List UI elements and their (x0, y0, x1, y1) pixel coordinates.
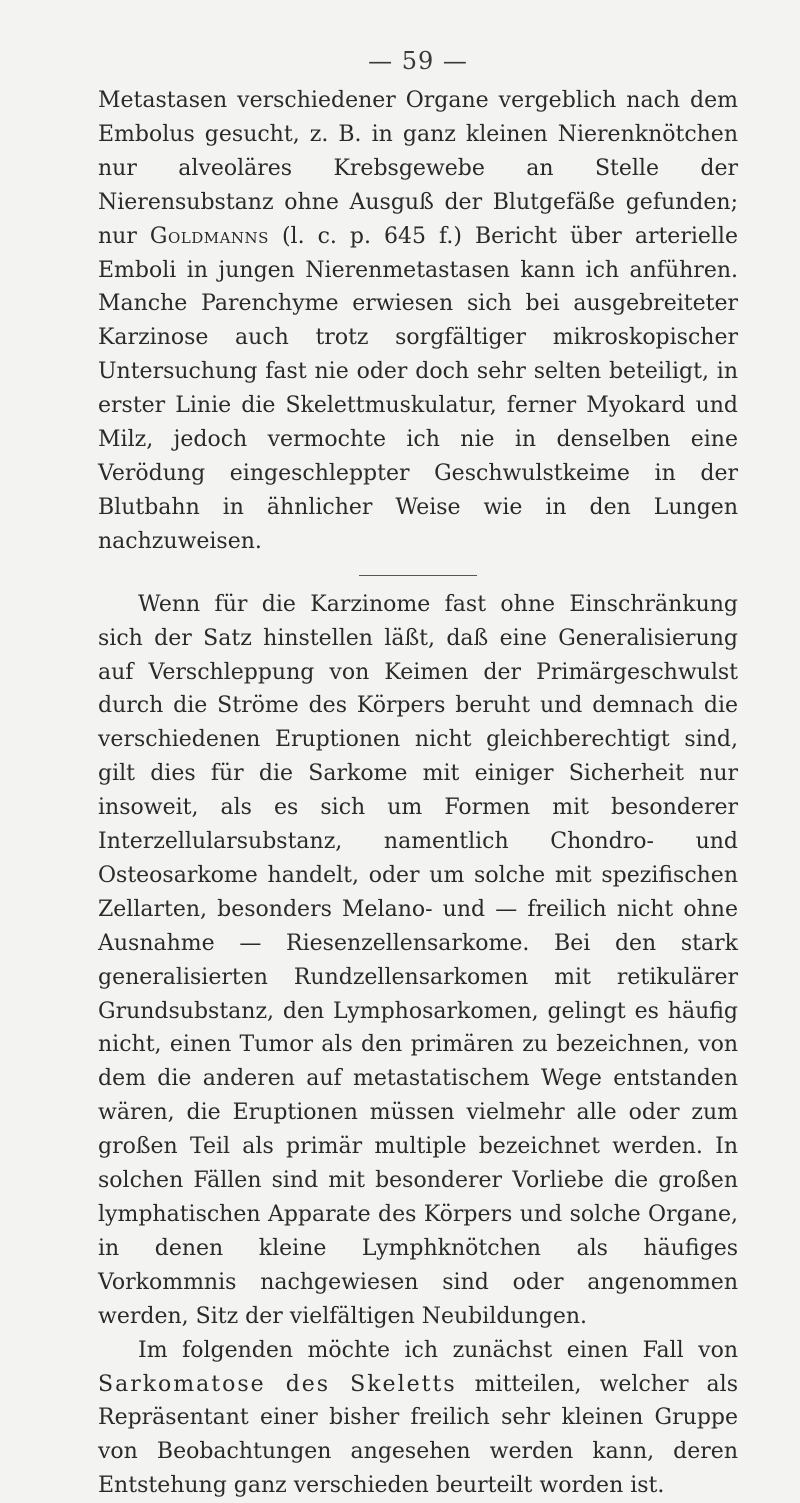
author-name: Goldmanns (149, 223, 269, 249)
paragraph-3-rest: mitteilen, welcher als Repräsentant einer bisher freilich sehr kleinen Gruppe von Beobachtungen angesehen werden kann, deren Entstehung ganz verschieden beurteilt worden ist. (98, 1371, 738, 1499)
page-number: — 59 — (368, 47, 468, 75)
document-page (98, 46, 738, 1503)
paragraph-2: Wenn für die Karzinome fast ohne Einschränkung sich der Satz hinstellen läßt, daß eine Generalisierung auf Verschleppung von Keimen der Primärgeschwulst durch die Ströme des Körpers beruht und demnach die verschiedenen Eruptionen nicht gleichberechtigt sind, gilt dies für die Sarkome mit einiger Sicherheit nur insoweit, als es sich um Formen mit besonderer Interzellularsubstanz, namentlich Chondro- und Osteosarkome handelt, oder um solche mit spezifischen Zellarten, besonders Melano- und — freilich nicht ohne Ausnahme — Riesenzellensarkome. Bei den stark generalisierten Rundzellensarkomen mit retikulärer Grundsubstanz, den Lymphosarkomen, gelingt es häufig nicht, einen Tumor als den primären zu bezeichnen, von dem die anderen auf metastatischem Wege entstanden wären, die Eruptionen müssen vielmehr alle oder zum großen Teil als primär multiple bezeichnet werden. In solchen Fällen sind mit besonderer Vorliebe die großen lymphatischen Apparate des Körpers und solche Organe, in denen kleine Lymphknötchen als häufiges Vorkommnis nachgewiesen sind oder angenommen werden, Sitz der vielfältigen Neubildungen. (98, 591, 738, 1329)
section-divider (359, 575, 477, 576)
paragraph-1-text: Metastasen verschiedener Organe vergeblich nach dem Embolus gesucht, z. B. in ganz kleinen Nierenknötchen nur alveoläres Krebsgewebe an Stelle der Nierensubstanz ohne Ausguß der Blutgefäße gefunden; nur (98, 88, 738, 249)
paragraph-3 (98, 1334, 738, 1503)
paragraph-3-start: Im folgenden möchte ich zunächst einen Fall von (138, 1337, 738, 1363)
emphasized-term: Sarkomatose des Skeletts (98, 1371, 457, 1397)
paragraph-1-rest: (l. c. p. 645 f.) Bericht über arterielle Emboli in jungen Nierenmetastasen kann ich anführen. Manche Parenchyme erwiesen sich bei ausgebreiteter Karzinose auch trotz sorgfältiger mikroskopischer Untersuchung fast nie oder doch sehr selten beteiligt, in erster Linie die Skelettmuskulatur, ferner Myokard und Milz, jedoch vermochte ich nie in denselben eine Verödung eingeschleppter Geschwulstkeime in der Blutbahn in ähnlicher Weise wie in den Lungen nachzuweisen. (98, 223, 738, 554)
paragraph-1 (98, 84, 738, 559)
